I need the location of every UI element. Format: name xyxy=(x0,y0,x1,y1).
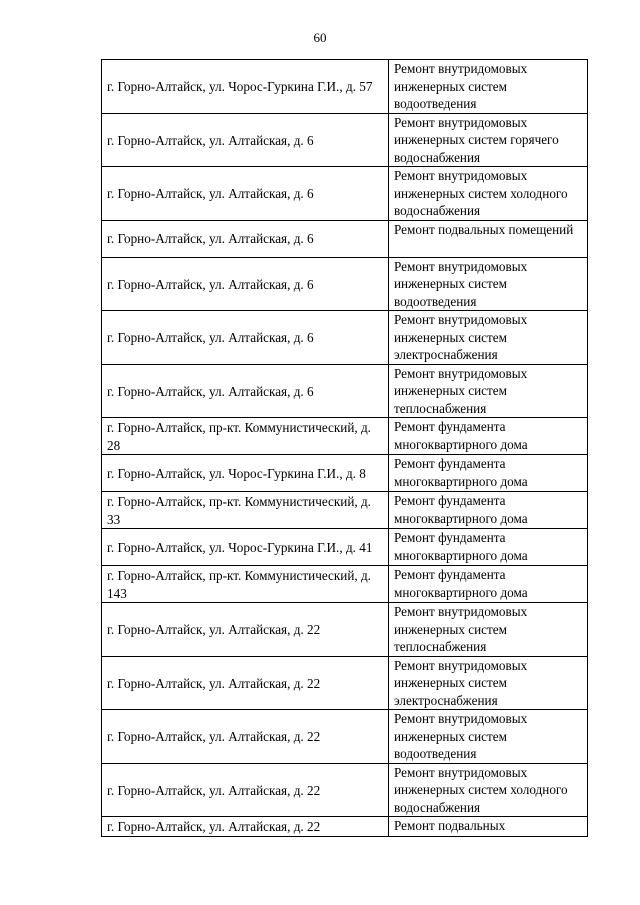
address-text: г. Горно-Алтайск, ул. Алтайская, д. 22 xyxy=(107,782,321,798)
work-type-cell xyxy=(389,492,588,529)
work-type-cell xyxy=(389,311,588,365)
address-cell xyxy=(102,763,389,817)
table-row xyxy=(102,167,588,221)
work-type-cell xyxy=(389,364,588,418)
table-row xyxy=(102,220,588,257)
address-text: г. Горно-Алтайск, ул. Алтайская, д. 6 xyxy=(107,231,314,247)
work-type-text: Ремонт внутридомовых инженерных систем водоотведения xyxy=(394,258,528,309)
table-row xyxy=(102,656,588,710)
address-cell xyxy=(102,113,389,167)
work-type-text: Ремонт подвальных xyxy=(394,818,506,833)
address-cell xyxy=(102,656,389,710)
address-cell xyxy=(102,364,389,418)
table-row xyxy=(102,566,588,603)
table-row xyxy=(102,60,588,114)
address-text: г. Горно-Алтайск, ул. Чорос-Гуркина Г.И., д. 8 xyxy=(107,465,366,481)
address-cell xyxy=(102,167,389,221)
address-text: г. Горно-Алтайск, ул. Алтайская, д. 6 xyxy=(107,383,314,399)
address-cell xyxy=(102,60,389,114)
address-cell xyxy=(102,455,389,492)
work-type-cell xyxy=(389,817,588,837)
address-text: г. Горно-Алтайск, ул. Алтайская, д. 6 xyxy=(107,276,314,292)
address-cell xyxy=(102,603,389,657)
address-text: г. Горно-Алтайск, ул. Алтайская, д. 6 xyxy=(107,186,314,201)
work-type-text: Ремонт внутридомовых инженерных систем холодного водоснабжения xyxy=(394,764,568,815)
table-row xyxy=(102,529,588,566)
address-text: г. Горно-Алтайск, пр-кт. Коммунистический, д. 28 xyxy=(107,420,371,453)
work-type-cell xyxy=(389,656,588,710)
address-cell xyxy=(102,220,389,257)
address-cell xyxy=(102,311,389,365)
address-cell xyxy=(102,418,389,455)
works-table xyxy=(101,59,588,837)
address-cell xyxy=(102,492,389,529)
address-text: г. Горно-Алтайск, пр-кт. Коммунистический, д. 143 xyxy=(107,568,371,601)
address-cell xyxy=(102,710,389,764)
work-type-cell xyxy=(389,763,588,817)
work-type-text: Ремонт внутридомовых инженерных систем горячего водоснабжения xyxy=(394,114,559,165)
address-text: г. Горно-Алтайск, ул. Чорос-Гуркина Г.И., д. 41 xyxy=(107,539,373,555)
table-row xyxy=(102,603,588,657)
page-number: 60 xyxy=(313,30,327,45)
address-text: г. Горно-Алтайск, ул. Чорос-Гуркина Г.И., д. 57 xyxy=(107,79,373,94)
table-row xyxy=(102,311,588,365)
works-table-body xyxy=(102,60,588,837)
work-type-cell xyxy=(389,566,588,603)
work-type-text: Ремонт внутридомовых инженерных систем электроснабжения xyxy=(394,657,528,708)
address-text: г. Горно-Алтайск, ул. Алтайская, д. 22 xyxy=(107,819,321,834)
work-type-cell xyxy=(389,529,588,566)
work-type-cell xyxy=(389,167,588,221)
work-type-text: Ремонт внутридомовых инженерных систем холодного водоснабжения xyxy=(394,168,568,218)
work-type-text: Ремонт внутридомовых инженерных систем водоотведения xyxy=(394,61,528,111)
work-type-cell xyxy=(389,220,588,257)
work-type-text: Ремонт подвальных помещений xyxy=(394,221,574,237)
work-type-text: Ремонт внутридомовых инженерных систем электроснабжения xyxy=(394,312,528,362)
address-text: г. Горно-Алтайск, пр-кт. Коммунистический, д. 33 xyxy=(107,494,371,527)
table-row xyxy=(102,364,588,418)
table-row xyxy=(102,113,588,167)
work-type-text: Ремонт фундамента многоквартирного дома xyxy=(394,419,528,452)
table-row xyxy=(102,257,588,311)
work-type-text: Ремонт внутридомовых инженерных систем водоотведения xyxy=(394,711,528,761)
work-type-text: Ремонт фундамента многоквартирного дома xyxy=(394,493,528,526)
work-type-text: Ремонт внутридомовых инженерных систем теплоснабжения xyxy=(394,604,528,654)
work-type-text: Ремонт фундамента многоквартирного дома xyxy=(394,567,528,600)
work-type-cell xyxy=(389,60,588,114)
work-type-cell xyxy=(389,257,588,311)
address-text: г. Горно-Алтайск, ул. Алтайская, д. 6 xyxy=(107,132,314,148)
address-cell xyxy=(102,566,389,603)
table-row xyxy=(102,455,588,492)
address-cell xyxy=(102,529,389,566)
address-text: г. Горно-Алтайск, ул. Алтайская, д. 22 xyxy=(107,729,321,744)
table-row xyxy=(102,710,588,764)
work-type-cell xyxy=(389,418,588,455)
address-cell xyxy=(102,817,389,837)
address-text: г. Горно-Алтайск, ул. Алтайская, д. 22 xyxy=(107,675,321,691)
table-row xyxy=(102,418,588,455)
table-row xyxy=(102,763,588,817)
address-cell xyxy=(102,257,389,311)
table-row xyxy=(102,817,588,837)
work-type-cell xyxy=(389,710,588,764)
work-type-text: Ремонт фундамента многоквартирного дома xyxy=(394,530,528,563)
table-row xyxy=(102,492,588,529)
address-text: г. Горно-Алтайск, ул. Алтайская, д. 6 xyxy=(107,330,314,345)
work-type-text: Ремонт фундамента многоквартирного дома xyxy=(394,456,528,489)
work-type-cell xyxy=(389,455,588,492)
work-type-cell xyxy=(389,113,588,167)
address-text: г. Горно-Алтайск, ул. Алтайская, д. 22 xyxy=(107,622,321,637)
work-type-text: Ремонт внутридомовых инженерных систем теплоснабжения xyxy=(394,365,528,416)
work-type-cell xyxy=(389,603,588,657)
